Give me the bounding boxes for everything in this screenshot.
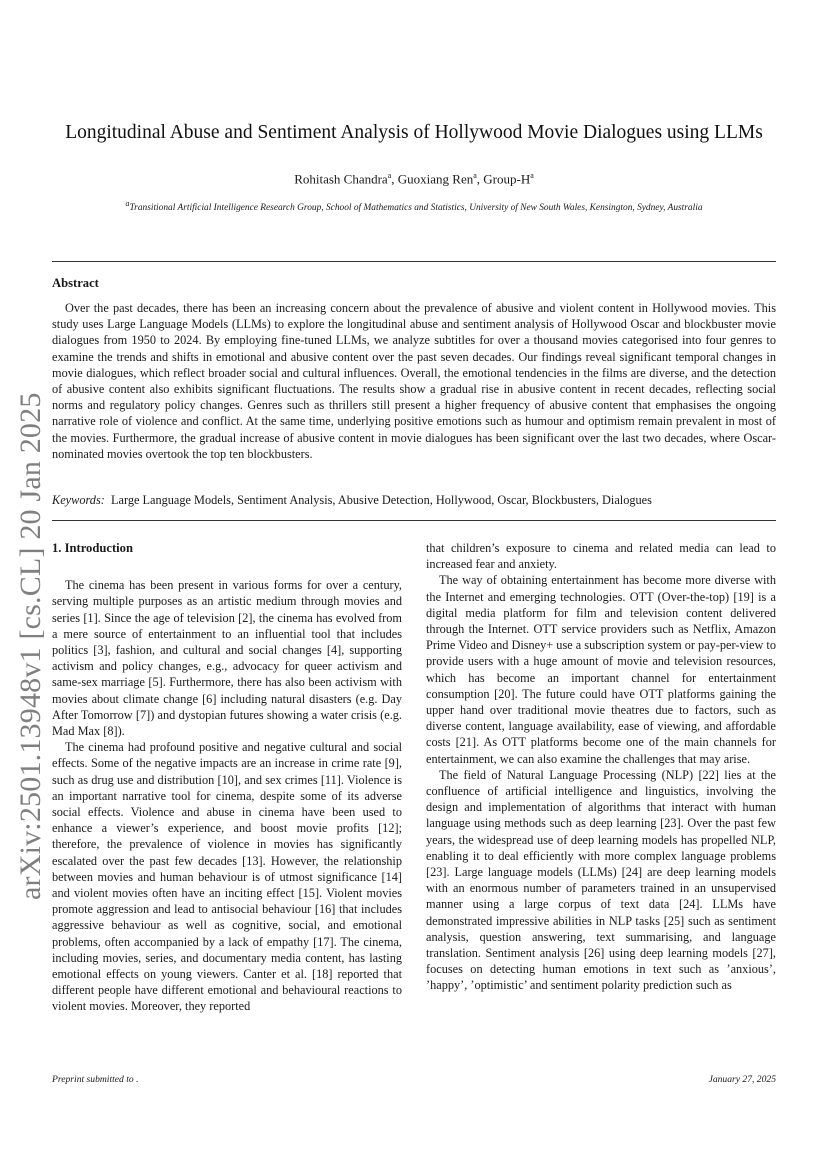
author-affiliation-mark: a: [387, 171, 392, 180]
abstract-bottom-rule: [52, 520, 776, 521]
author-affiliation-mark: a: [473, 171, 477, 180]
affiliation-text: Transitional Artificial Intelligence Research Group, School of Mathematics and Statistics, University of New South Wales, Kensington, Sydney, Australia: [129, 203, 703, 214]
keywords-label: Keywords:: [52, 493, 105, 507]
body-paragraph: The cinema has been present in various forms for over a century, serving multiple purposes as an artistic medium through movies and series [1]. Since the age of television [2], the cinema has evolved from a mere source of entertainment to an influential tool that includes politics [3], fashion, and cultural and social changes [4], supporting activism and policy changes, e.g., advocacy for queer activism and same-sex marriage [5]. Furthermore, there has also been activism with movies about climate change [6] including natural disasters (e.g. Day After Tomorrow [7]) and dystopian futures showing a water crisis (e.g. Mad Max [8]).: [52, 578, 402, 739]
author-name: Rohitash Chandra: [294, 171, 388, 187]
paper-title: Longitudinal Abuse and Sentiment Analysis of Hollywood Movie Dialogues using LLMs: [65, 122, 763, 143]
affiliation: [40, 199, 788, 213]
author-name: Guoxiang Ren: [397, 171, 474, 187]
right-column: [426, 540, 776, 994]
author-affiliation-mark: a: [530, 171, 534, 180]
abstract-top-rule: [52, 261, 776, 262]
affiliation-mark: a: [125, 199, 130, 208]
author-name: Group-H: [483, 171, 531, 187]
footer-preprint-note: Preprint submitted to .: [52, 1074, 139, 1085]
body-paragraph: The way of obtaining entertainment has become more diverse with the Internet and emerging technologies. OTT (Over-the-top) [19] is a digital media platform for film and television content delivered through the Internet. OTT service providers such as Netflix, Amazon Prime Video and Disney+ use a subscription system or pay-per-view to provide users with a huge amount of movie and television resources, which has become an important channel for entertainment consumption [20]. The future could have OTT platforms gaining the upper hand over traditional movie theatres due to factors, such as diverse content, language availability, ease of viewing, and affordable costs [21]. As OTT platforms become one of the main channels for entertainment, we can also examine the challenges that may arise.: [426, 573, 776, 766]
section-heading: 1. Introduction: [52, 541, 133, 555]
keywords-text: Large Language Models, Sentiment Analysis, Abusive Detection, Hollywood, Oscar, Blockbusters, Dialogues: [110, 493, 652, 507]
arxiv-side-identifier: arXiv:2501.13948v1 [cs.CL] 20 Jan 2025: [14, 392, 47, 900]
body-paragraph: that children’s exposure to cinema and related media can lead to increased fear and anxiety.: [426, 541, 776, 572]
author-list: Rohitash Chandra$^a$, Guoxiang Ren$^a$, Group-$H^a$: [294, 171, 534, 187]
abstract-text: Over the past decades, there has been an increasing concern about the prevalence of abusive and violent content in Hollywood movies. This study uses Large Language Models (LLMs) to explore the longitudinal abuse and sentiment analysis of Hollywood Oscar and blockbuster movie dialogues from 1950 to 2024. By employing fine-tuned LLMs, we analyze subtitles for over a thousand movies categorised into four genres to examine the trends and shifts in emotional and abusive content over the past seven decades. Our findings reveal significant temporal changes in movie dialogues, which reflect broader social and cultural influences. Overall, the emotional tendencies in the films are diverse, and the detection of abusive content also exhibits significant fluctuations. The results show a gradual rise in abusive content in recent decades, reflecting social norms and regulatory policy changes. Genres such as thrillers still present a higher frequency of abusive content that emphasises the ongoing narrative role of violence and conflict. At the same time, underlying positive emotions such as humour and optimism remain prevalent in most of the movies. Furthermore, the gradual increase of abusive content in movie dialogues has been significant over the last two decades, where Oscar-nominated movies overtook the top ten blockbusters.: [52, 301, 776, 461]
abstract-heading: Abstract: [52, 276, 99, 290]
body-paragraph: The field of Natural Language Processing (NLP) [22] lies at the confluence of artificial intelligence and linguistics, involving the design and implementation of algorithms that interact with human language using methods such as deep learning [23]. Over the past few years, the widespread use of deep learning models has propelled NLP, enabling it to deal efficiently with more complex language problems [23]. Large language models (LLMs) [24] are deep learning models with an enormous number of parameters trained in an unsupervised manner using a large corpus of text data [24]. LLMs have demonstrated impressive abilities in NLP tasks [25] such as sentiment analysis, question answering, text summarising, and language translation. Sentiment analysis [26] using deep learning models [27], focuses on detecting human emotions in text such as ’anxious’, ’happy’, ’optimistic’ and sentiment polarity prediction such as: [426, 767, 776, 993]
footer-date: January 27, 2025: [708, 1074, 776, 1085]
left-column: [52, 540, 402, 1015]
body-paragraph: The cinema had profound positive and negative cultural and social effects. Some of the negative impacts are an increase in crime rate [9], such as drug use and distribution [10], and sex crimes [11]. Violence is an important narrative tool for cinema, despite some of its adverse social effects. Violence and abuse in cinema have been used to enhance a viewer’s experience, and boost movie profits [12]; therefore, the prevalence of violence in movies has significantly escalated over the past few decades [13]. However, the relationship between movies and human behaviour is of utmost significance [14] and violent movies often have an inciting effect [15]. Violent movies promote aggression and lead to antisocial behaviour [16] that includes aggressive behaviour as well as cognitive, social, and emotional problems, often accompanied by a lack of empathy [17]. The cinema, including movies, series, and documentary media content, has lasting emotional effects on young viewers. Canter et al. [18] reported that different people have different emotional and behavioural reactions to violent movies. Moreover, they reported: [52, 740, 402, 1014]
keywords-line: [52, 493, 776, 508]
